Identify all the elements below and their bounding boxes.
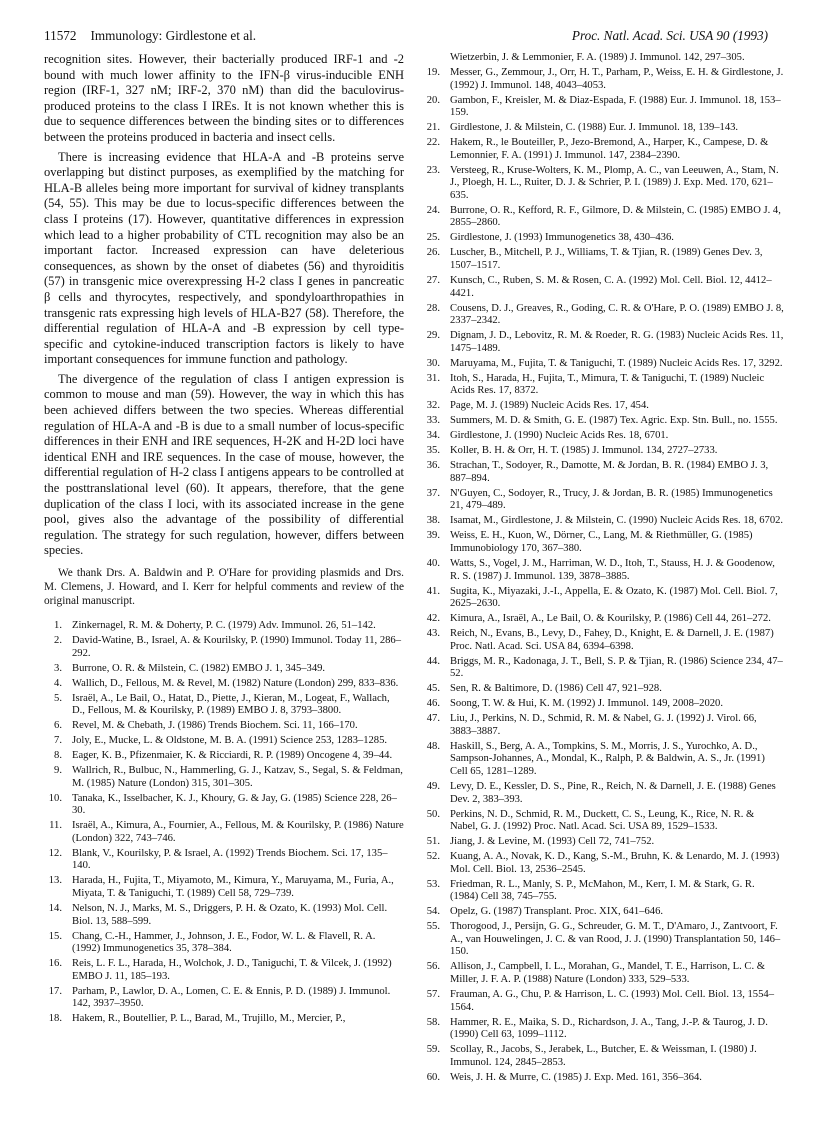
reference-number: 26. <box>426 247 440 259</box>
reference-item <box>422 430 784 443</box>
reference-item <box>44 620 404 633</box>
reference-text: Sen, R. & Baltimore, D. (1986) Cell 47, 921–928. <box>450 683 662 695</box>
reference-item <box>422 836 784 849</box>
reference-text: Opelz, G. (1987) Transplant. Proc. XIX, 641–646. <box>450 906 664 918</box>
reference-item <box>44 875 404 900</box>
reference-number: 60. <box>426 1071 440 1083</box>
reference-number: 55. <box>426 921 440 933</box>
reference-number: 52. <box>426 851 440 863</box>
reference-item <box>422 713 784 738</box>
reference-item <box>422 921 784 959</box>
reference-text: Parham, P., Lawlor, D. A., Lomen, C. E. & Ennis, P. D. (1989) J. Immunol. 142, 3937–3950. <box>72 985 391 1010</box>
reference-text: Kunsch, C., Ruben, S. M. & Rosen, C. A. (1992) Mol. Cell. Biol. 12, 4412–4421. <box>450 275 772 299</box>
reference-number: 17. <box>48 985 62 997</box>
reference-item <box>44 986 404 1011</box>
reference-item <box>422 232 784 245</box>
reference-number: 40. <box>426 557 440 569</box>
reference-item <box>44 678 404 691</box>
reference-number: 43. <box>426 628 440 640</box>
reference-number: 38. <box>426 515 440 527</box>
reference-item <box>422 303 784 328</box>
reference-item <box>44 765 404 790</box>
reference-item <box>44 663 404 676</box>
reference-text: Nelson, N. J., Marks, M. S., Driggers, P. H. & Ozato, K. (1993) Mol. Cell. Biol. 13, 588–599. <box>72 902 388 927</box>
reference-item <box>422 488 784 513</box>
reference-item <box>422 122 784 135</box>
reference-text: Israël, A., Kimura, A., Fournier, A., Fellous, M. & Kourilsky, P. (1986) Nature (London) 322, 743–746. <box>72 820 404 844</box>
body-paragraph: recognition sites. However, their bacterially produced IRF-1 and -2 bound with much lower affinity to the IFN-β virus-inducible ENH region (IRF-1, 327 nM; IRF-2, 370 nM) than did the baculovirus-produced proteins to the class I IREs. It is not known whether this is due to sequence differences between the binding sites or to differences between the proteins produced in bacteria and insect cells. <box>44 52 404 144</box>
reference-number: 16. <box>48 958 62 970</box>
reference-item <box>422 275 784 300</box>
reference-text: Page, M. J. (1989) Nucleic Acids Res. 17, 454. <box>450 400 649 412</box>
reference-number: 35. <box>426 445 440 457</box>
reference-number: 8. <box>54 750 62 762</box>
reference-item <box>44 693 404 718</box>
reference-text: Girdlestone, J. (1990) Nucleic Acids Res. 18, 6701. <box>450 430 669 442</box>
reference-text: Weis, J. H. & Murre, C. (1985) J. Exp. Med. 161, 356–364. <box>450 1071 702 1083</box>
reference-text: Koller, B. H. & Orr, H. T. (1985) J. Immunol. 134, 2727–2733. <box>450 445 718 457</box>
reference-item <box>44 735 404 748</box>
reference-item <box>44 793 404 818</box>
reference-number: 31. <box>426 372 440 384</box>
reference-text: Burrone, O. R. & Milstein, C. (1982) EMBO J. 1, 345–349. <box>72 662 326 674</box>
reference-text: Weiss, E. H., Kuon, W., Dörner, C., Lang, M. & Riethmüller, G. (1985) Immunobiology 170, 367–380. <box>450 530 753 554</box>
reference-item <box>422 781 784 806</box>
reference-number: 47. <box>426 713 440 725</box>
reference-text: Blank, V., Kourilsky, P. & Israel, A. (1992) Trends Biochem. Sci. 17, 135–140. <box>72 847 388 872</box>
reference-item <box>44 1013 404 1026</box>
reference-number: 51. <box>426 836 440 848</box>
reference-number: 44. <box>426 655 440 667</box>
reference-number: 4. <box>54 677 62 689</box>
reference-number: 20. <box>426 94 440 106</box>
reference-text: Scollay, R., Jacobs, S., Jerabek, L., Butcher, E. & Weissman, I. (1980) J. Immunol. 124, 2845–2853. <box>450 1044 757 1068</box>
reference-item <box>422 373 784 398</box>
reference-number: 58. <box>426 1016 440 1028</box>
reference-number: 15. <box>48 930 62 942</box>
reference-item <box>422 67 784 92</box>
reference-number: 59. <box>426 1044 440 1056</box>
reference-text: Hakem, R., Boutellier, P. L., Barad, M., Trujillo, M., Mercier, P., <box>72 1013 346 1025</box>
running-header <box>44 28 768 48</box>
reference-item <box>422 358 784 371</box>
reference-item <box>422 961 784 986</box>
reference-item <box>44 848 404 873</box>
right-column <box>422 52 784 1087</box>
reference-text: Tanaka, K., Isselbacher, K. J., Khoury, G. & Jay, G. (1985) Science 228, 26–30. <box>72 792 397 817</box>
reference-number: 49. <box>426 780 440 792</box>
reference-text: Dignam, J. D., Lebovitz, R. M. & Roeder, R. G. (1983) Nucleic Acids Res. 11, 1475–1489. <box>450 330 784 354</box>
reference-item <box>422 137 784 162</box>
reference-item <box>422 586 784 611</box>
reference-continuation: Wietzerbin, J. & Lemmonier, F. A. (1989) J. Immunol. 142, 297–305. <box>450 52 745 63</box>
reference-item <box>422 415 784 428</box>
reference-number: 7. <box>54 735 62 747</box>
reference-item <box>44 635 404 660</box>
reference-number: 34. <box>426 430 440 442</box>
reference-text: Wallich, D., Fellous, M. & Revel, M. (1982) Nature (London) 299, 833–836. <box>72 677 399 689</box>
reference-item <box>422 809 784 834</box>
acknowledgement: We thank Drs. A. Baldwin and P. O'Hare for providing plasmids and Drs. M. Clemens, J. Howard, and I. Kerr for helpful comments and review of the original manuscript. <box>44 567 404 607</box>
reference-text: Messer, G., Zemmour, J., Orr, H. T., Parham, P., Weiss, E. H. & Girdlestone, J. (1992) J. Immunol. 148, 4043–4053. <box>450 66 784 91</box>
reference-text: Burrone, O. R., Kefford, R. F., Gilmore, D. & Milstein, C. (1985) EMBO J. 4, 2855–2860. <box>450 204 781 229</box>
reference-item <box>422 445 784 458</box>
reference-text: Harada, H., Fujita, T., Miyamoto, M., Kimura, Y., Maruyama, M., Furia, A., Miyata, T. & Taniguchi, T. (1989) Cell 58, 729–739. <box>72 875 394 899</box>
reference-number: 10. <box>48 792 62 804</box>
reference-number: 9. <box>54 765 62 777</box>
reference-item <box>422 698 784 711</box>
reference-list-left <box>44 620 404 1026</box>
reference-text: Soong, T. W. & Hui, K. M. (1992) J. Immunol. 149, 2008–2020. <box>450 698 723 710</box>
reference-number: 1. <box>54 620 62 631</box>
reference-text: Maruyama, M., Fujita, T. & Taniguchi, T. (1989) Nucleic Acids Res. 17, 3292. <box>450 357 783 369</box>
reference-number: 39. <box>426 530 440 542</box>
reference-list-right <box>422 52 784 65</box>
reference-text: Eager, K. B., Pfizenmaier, K. & Ricciardi, R. P. (1989) Oncogene 4, 39–44. <box>72 750 393 762</box>
reference-number: 36. <box>426 460 440 472</box>
reference-number: 23. <box>426 164 440 176</box>
reference-text: Strachan, T., Sodoyer, R., Damotte, M. & Jordan, B. R. (1984) EMBO J. 3, 887–894. <box>450 460 769 484</box>
body-paragraph: The divergence of the regulation of class I antigen expression is common to mouse and man (59). However, the way in which this has been achieved differs between the two species. Whereas differential regulation of HLA-A and -B is due to a small number of locus-specific differences in their ENH and IRE sequences, H-2K and H-2D loci have identical ENH and IRE sequences. In the case of mouse, however, the differential regulation of H-2 class I antigens appears to be controlled at the posttranslational level (60). It appears, therefore, that the gene duplication of the class I loci, with its associated increase in the gene pool, gives also the advantage of the possibility of differential regulation. The strategy for such regulation, however, differs between species. <box>44 371 404 558</box>
reference-text: N'Guyen, C., Sodoyer, R., Trucy, J. & Jordan, B. R. (1985) Immunogenetics 21, 479–489. <box>450 487 773 512</box>
left-column <box>44 52 404 1028</box>
reference-text: Wallrich, R., Bulbuc, N., Hammerling, G. J., Katzav, S., Segal, S. & Feldman, M. (1985) Nature (London) 315, 301–305. <box>72 765 403 789</box>
journal-citation: Proc. Natl. Acad. Sci. USA 90 (1993) <box>571 28 768 43</box>
reference-item <box>422 247 784 272</box>
header-left <box>44 28 256 44</box>
reference-text: Reich, N., Evans, B., Levy, D., Fahey, D., Knight, E. & Darnell, J. E. (1987) Proc. Natl. Acad. Sci. USA 84, 6394–6398. <box>450 628 774 652</box>
reference-text: Israël, A., Le Bail, O., Hatat, D., Piette, J., Kieran, M., Logeat, F., Wallach, D., Fellous, M. & Kourilsky, P. (1989) EMBO J. 8, 3793–3800. <box>72 692 390 717</box>
reference-number: 48. <box>426 740 440 752</box>
reference-text: Cousens, D. J., Greaves, R., Goding, C. R. & O'Hare, P. O. (1989) EMBO J. 8, 2337–2342. <box>450 302 784 327</box>
reference-text: Girdlestone, J. & Milstein, C. (1988) Eur. J. Immunol. 18, 139–143. <box>450 122 739 134</box>
reference-number: 50. <box>426 808 440 820</box>
reference-item <box>422 165 784 203</box>
reference-number: 28. <box>426 302 440 314</box>
reference-text: Summers, M. D. & Smith, G. E. (1987) Tex. Agric. Exp. Stn. Bull., no. 1555. <box>450 415 778 427</box>
reference-item <box>422 741 784 779</box>
reference-text: Isamat, M., Girdlestone, J. & Milstein, C. (1990) Nucleic Acids Res. 18, 6702. <box>450 515 784 527</box>
reference-text: Allison, J., Campbell, I. L., Morahan, G., Mandel, T. E., Harrison, L. C. & Miller, J. F. A. P. (1988) Nature (London) 333, 529–533. <box>450 961 766 986</box>
reference-number: 21. <box>426 122 440 134</box>
reference-text: Kuang, A. A., Novak, K. D., Kang, S.-M., Bruhn, K. & Lenardo, M. J. (1993) Mol. Cell. Biol. 13, 2536–2545. <box>450 851 780 875</box>
reference-text: Luscher, B., Mitchell, P. J., Williams, T. & Tjian, R. (1989) Genes Dev. 3, 1507–1517. <box>450 247 763 272</box>
reference-item <box>422 330 784 355</box>
reference-item <box>422 1044 784 1069</box>
reference-text: Girdlestone, J. (1993) Immunogenetics 38, 430–436. <box>450 232 674 244</box>
reference-text: Friedman, R. L., Manly, S. P., McMahon, M., Kerr, I. M. & Stark, G. R. (1984) Cell 38, 745–755. <box>450 878 755 903</box>
reference-text: Briggs, M. R., Kadonaga, J. T., Bell, S. P. & Tjian, R. (1986) Science 234, 47–52. <box>450 655 783 680</box>
reference-number: 41. <box>426 585 440 597</box>
reference-text: Sugita, K., Miyazaki, J.-I., Appella, E. & Ozato, K. (1987) Mol. Cell. Biol. 7, 2625–2630. <box>450 585 778 610</box>
reference-text: Kimura, A., Israël, A., Le Bail, O. & Kourilsky, P. (1986) Cell 44, 261–272. <box>450 613 771 625</box>
reference-list-right-items <box>422 67 784 1084</box>
reference-number: 19. <box>426 66 440 78</box>
reference-text: Liu, J., Perkins, N. D., Schmid, R. M. & Nabel, G. J. (1992) J. Virol. 66, 3883–3887. <box>450 713 757 737</box>
reference-item <box>44 820 404 845</box>
reference-text: Versteeg, R., Kruse-Wolters, K. M., Plomp, A. C., van Leeuwen, A., Stam, N. J., Ploegh, H. L., Ruiter, D. J. & Schrier, P. I. (1989) J. Exp. Med. 170, 621–635. <box>450 164 779 201</box>
reference-number: 54. <box>426 906 440 918</box>
reference-item <box>44 903 404 928</box>
reference-text: Joly, E., Mucke, L. & Oldstone, M. B. A. (1991) Science 253, 1283–1285. <box>72 735 388 747</box>
reference-text: Hakem, R., le Bouteiller, P., Jezo-Bremond, A., Harper, K., Campese, D. & Lemonnier, F. A. (1991) J. Immunol. 147, 2384–2390. <box>450 137 769 161</box>
reference-number: 11. <box>49 820 62 832</box>
reference-text: Levy, D. E., Kessler, D. S., Pine, R., Reich, N. & Darnell, J. E. (1988) Genes Dev. 2, 383–393. <box>450 780 776 805</box>
reference-item <box>422 1072 784 1085</box>
reference-number: 22. <box>426 137 440 149</box>
reference-text: Reis, L. F. L., Harada, H., Wolchok, J. D., Taniguchi, T. & Vilcek, J. (1992) EMBO J. 11, 185–193. <box>72 958 392 982</box>
reference-number: 14. <box>48 902 62 914</box>
reference-item <box>44 720 404 733</box>
reference-item <box>422 205 784 230</box>
reference-number: 33. <box>426 415 440 427</box>
reference-text: Hammer, R. E., Maika, S. D., Richardson, J. A., Tang, J.-P. & Taurog, J. D. (1990) Cell 63, 1099–1112. <box>450 1016 768 1041</box>
reference-number: 2. <box>54 634 62 646</box>
reference-number: 25. <box>426 232 440 244</box>
reference-item <box>422 558 784 583</box>
reference-item <box>422 879 784 904</box>
reference-item <box>422 95 784 120</box>
reference-number: 57. <box>426 989 440 1001</box>
reference-item <box>422 628 784 653</box>
reference-number: 53. <box>426 878 440 890</box>
reference-item <box>422 530 784 555</box>
body-paragraph: There is increasing evidence that HLA-A and -B proteins serve overlapping but distinct purposes, as exemplified by the matching for HLA-B alleles being more important for survival of kidney transplants (54, 55). This may be due to locus-specific differences between the class I proteins (17). However, quantitative differences in expression which lead to a higher probability of CTL recognition may also be an important factor. Increased expression can have deleterious consequences, as shown by the onset of diabetes (56) and thyroiditis (57) in transgenic mice overexpressing H-2 class I genes in pancreatic β cells and thyrocytes, respectively, and spondyloarthropathies in transgenic rats expressing high levels of HLA-B27 (58). Therefore, the differential regulation of HLA-A and -B expression by cell type-specific and cytokine-induced transcription factors is likely to have important consequences for immune function and pathology. <box>44 149 404 367</box>
reference-number: 13. <box>48 875 62 887</box>
reference-number: 56. <box>426 961 440 973</box>
reference-number: 32. <box>426 400 440 412</box>
reference-item <box>422 851 784 876</box>
reference-item <box>422 460 784 485</box>
reference-text: Gambon, F., Kreisler, M. & Diaz-Espada, F. (1988) Eur. J. Immunol. 18, 153–159. <box>450 94 781 119</box>
reference-number: 46. <box>426 698 440 710</box>
reference-number: 12. <box>48 847 62 859</box>
reference-number: 6. <box>54 720 62 732</box>
reference-number: 37. <box>426 487 440 499</box>
reference-text: Zinkernagel, R. M. & Doherty, P. C. (1979) Adv. Immunol. 26, 51–142. <box>72 620 376 631</box>
reference-text: Itoh, S., Harada, H., Fujita, T., Mimura, T. & Taniguchi, T. (1989) Nucleic Acids Res. 17, 8372. <box>450 372 765 397</box>
running-title: Immunology: Girdlestone et al. <box>90 28 257 43</box>
reference-item <box>44 750 404 763</box>
reference-item <box>422 1017 784 1042</box>
reference-number: 5. <box>54 692 62 704</box>
reference-text: Thorogood, J., Persijn, G. G., Schreuder, G. M. T., D'Amaro, J., Zantvoort, F. A., van Houwelingen, J. C. & van Rood, J. J. (1990) Transplantation 50, 146–150. <box>450 921 781 958</box>
reference-number: 29. <box>426 330 440 342</box>
reference-item <box>422 656 784 681</box>
reference-number: 30. <box>426 357 440 369</box>
reference-item <box>422 613 784 626</box>
reference-number: 42. <box>426 613 440 625</box>
reference-number: 3. <box>54 662 62 674</box>
reference-text: Jiang, J. & Levine, M. (1993) Cell 72, 741–752. <box>450 836 655 848</box>
reference-number: 45. <box>426 683 440 695</box>
reference-number: 24. <box>426 204 440 216</box>
reference-item <box>422 515 784 528</box>
reference-item <box>422 400 784 413</box>
reference-text: Haskill, S., Berg, A. A., Tompkins, S. M., Morris, J. S., Yurochko, A. D., Sampson-Johannes, A., Mondal, K., Ralph, P. & Baldwin, A. S., Jr. (1991) Cell 65, 1281–1289. <box>450 740 765 777</box>
reference-text: Chang, C.-H., Hammer, J., Johnson, J. E., Fodor, W. L. & Flavell, R. A. (1992) Immunogenetics 35, 378–384. <box>72 930 376 955</box>
reference-text: Perkins, N. D., Schmid, R. M., Duckett, C. S., Leung, K., Rice, N. R. & Nabel, G. J. (1992) Proc. Natl. Acad. Sci. USA 89, 1529–1533. <box>450 808 755 833</box>
reference-text: Revel, M. & Chebath, J. (1986) Trends Biochem. Sci. 11, 166–170. <box>72 720 358 732</box>
reference-text: David-Watine, B., Israel, A. & Kourilsky, P. (1990) Immunol. Today 11, 286–292. <box>72 634 402 659</box>
reference-item <box>422 683 784 696</box>
reference-number: 27. <box>426 275 440 287</box>
reference-text: Watts, S., Vogel, J. M., Harriman, W. D., Itoh, T., Stauss, H. J. & Goodenow, R. S. (1987) J. Immunol. 139, 3878–3885. <box>450 557 775 582</box>
reference-item <box>44 958 404 983</box>
reference-item <box>422 989 784 1014</box>
page-number: 11572 <box>44 28 77 43</box>
reference-text: Frauman, A. G., Chu, P. & Harrison, L. C. (1993) Mol. Cell. Biol. 13, 1554–1564. <box>450 989 774 1013</box>
reference-item <box>422 906 784 919</box>
reference-number: 18. <box>48 1013 62 1025</box>
reference-item <box>44 931 404 956</box>
